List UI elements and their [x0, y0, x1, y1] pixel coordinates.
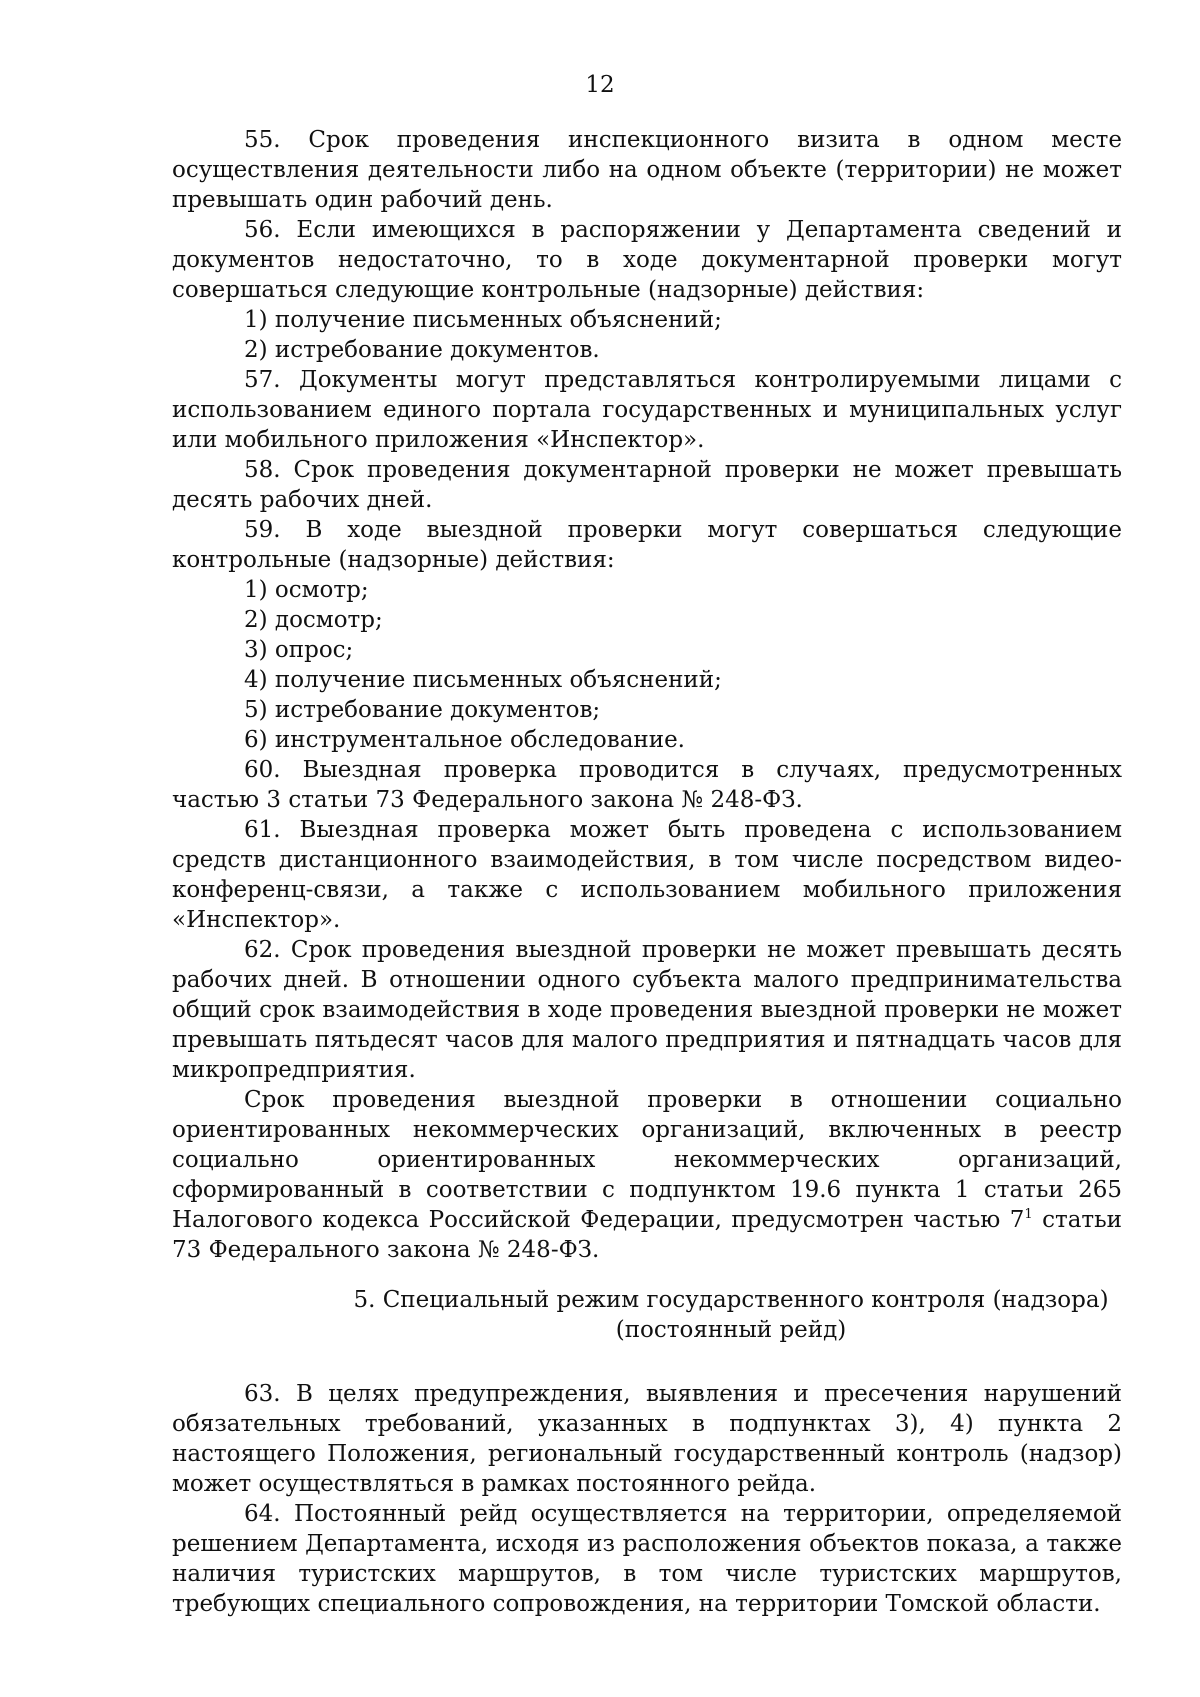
list-item: 5) истребование документов; — [244, 697, 601, 723]
paragraph: 57. Документы могут представляться контролируемыми лицами с использованием единого портала государственных и муниципальных услуг или мобильного приложения «Инспектор». — [172, 367, 1122, 453]
paragraph: 62. Срок проведения выездной проверки не может превышать десять рабочих дней. В отношении одного субъекта малого предпринимательства общий срок взаимодействия в ходе проведения выездной проверки не может превышать пятьдесят часов для малого предприятия и пятнадцать часов для микропредприятия. — [172, 937, 1122, 1083]
list-item: 3) опрос; — [244, 637, 354, 663]
list-item: 4) получение письменных объяснений; — [244, 667, 722, 693]
list-item: 6) инструментальное обследование. — [244, 727, 685, 753]
paragraph: 56. Если имеющихся в распоряжении у Департамента сведений и документов недостаточно, то в ходе документарной проверки могут совершаться следующие контрольные (надзорные) действия: — [172, 217, 1122, 303]
list-item: 2) истребование документов. — [244, 337, 600, 363]
superscript-index: 1 — [1024, 1207, 1033, 1222]
document-body — [172, 125, 1122, 1619]
paragraph: 55. Срок проведения инспекционного визита в одном месте осуществления деятельности либо на одном объекте (территории) не может превышать один рабочий день. — [172, 127, 1122, 213]
paragraphs-section-5 — [172, 1379, 1122, 1619]
paragraph: 59. В ходе выездной проверки могут совершаться следующие контрольные (надзорные) действия: — [172, 517, 1122, 573]
paragraph-text: Срок проведения выездной проверки в отношении социально ориентированных некоммерческих организаций, включенных в реестр социально ориентированных некоммерческих организаций, сформированный в соответствии с подпунктом 19.6 пункта 1 статьи 265 Налогового кодекса Российской Федерации, предусмотрен частью 7 — [172, 1087, 1122, 1233]
list-item: 1) осмотр; — [244, 577, 369, 603]
list-item: 2) досмотр; — [244, 607, 383, 633]
list-item: 1) получение письменных объяснений; — [244, 307, 722, 333]
section-heading — [172, 1285, 1122, 1345]
paragraph-text-tail: статьи 73 Федерального закона № 248-ФЗ. — [172, 1207, 1122, 1263]
paragraph: 60. Выездная проверка проводится в случаях, предусмотренных частью 3 статьи 73 Федерального закона № 248-ФЗ. — [172, 757, 1122, 813]
paragraph: 64. Постоянный рейд осуществляется на территории, определяемой решением Департамента, исходя из расположения объектов показа, а также наличия туристских маршрутов, в том числе туристских маршрутов, требующих специального сопровождения, на территории Томской области. — [172, 1501, 1122, 1617]
paragraph: 58. Срок проведения документарной проверки не может превышать десять рабочих дней. — [172, 457, 1122, 513]
paragraphs-section-4 — [172, 125, 1122, 1085]
section-heading-line-2: (постоянный рейд) — [615, 1317, 847, 1343]
paragraph-62-continuation — [172, 1085, 1122, 1265]
paragraph: 61. Выездная проверка может быть проведена с использованием средств дистанционного взаимодействия, в том числе посредством видео-конференц-связи, а также с использованием мобильного приложения «Инспектор». — [172, 817, 1122, 933]
paragraph: 63. В целях предупреждения, выявления и пресечения нарушений обязательных требований, указанных в подпунктах 3), 4) пункта 2 настоящего Положения, региональный государственный контроль (надзор) может осуществляться в рамках постоянного рейда. — [172, 1381, 1122, 1497]
page-number: 12 — [585, 72, 615, 98]
section-heading-line-1: 5. Специальный режим государственного контроля (надзора) — [353, 1287, 1109, 1313]
